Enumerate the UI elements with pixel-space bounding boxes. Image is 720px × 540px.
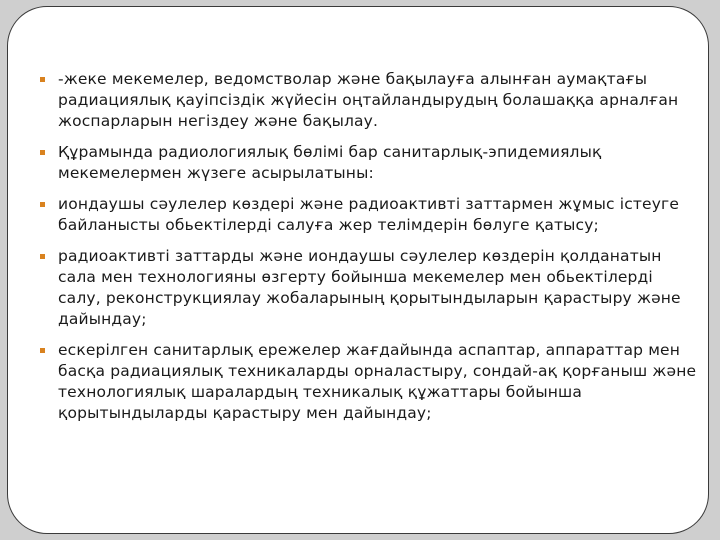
bullet-text: радиоактивті заттарды және иондаушы сәулелер көздерін қолданатын сала мен технологияны өзгерту бойынша мекемелер мен обьектілерді салу, реконструкциялау жобаларының қорытындыларын қарастыру және дайындау; (58, 247, 681, 328)
bullet-item (38, 142, 698, 184)
bullet-square-icon (40, 254, 45, 259)
slide-frame (7, 6, 709, 534)
bullet-text: Құрамында радиологиялық бөлімі бар санитарлық-эпидемиялық мекемелермен жүзеге асырылатыны: (58, 143, 602, 182)
bullet-list (38, 69, 698, 434)
bullet-square-icon (40, 150, 45, 155)
bullet-text: ескерілген санитарлық ережелер жағдайында аспаптар, аппараттар мен басқа радиациялық техникаларды орналастыру, сондай-ақ қорғаныш және технологиялық шаралардың техникалық құжаттары бойынша қорытындыларды қарастыру мен дайындау; (58, 341, 697, 422)
bullet-square-icon (40, 77, 45, 82)
bullet-item (38, 69, 698, 132)
bullet-item (38, 340, 698, 424)
bullet-square-icon (40, 202, 45, 207)
bullet-item (38, 246, 698, 330)
bullet-square-icon (40, 348, 45, 353)
bullet-item (38, 194, 698, 236)
bullet-text: -жеке мекемелер, ведомстволар және бақылауға алынған аумақтағы радиациялық қауіпсіздік жүйесін оңтайландырудың болашаққа арналған жоспарларын негіздеу және бақылау. (58, 70, 679, 130)
bullet-text: иондаушы сәулелер көздері және радиоактивті заттармен жұмыс істеуге байланысты обьектілерді салуға жер телімдерін бөлуге қатысу; (58, 195, 680, 234)
